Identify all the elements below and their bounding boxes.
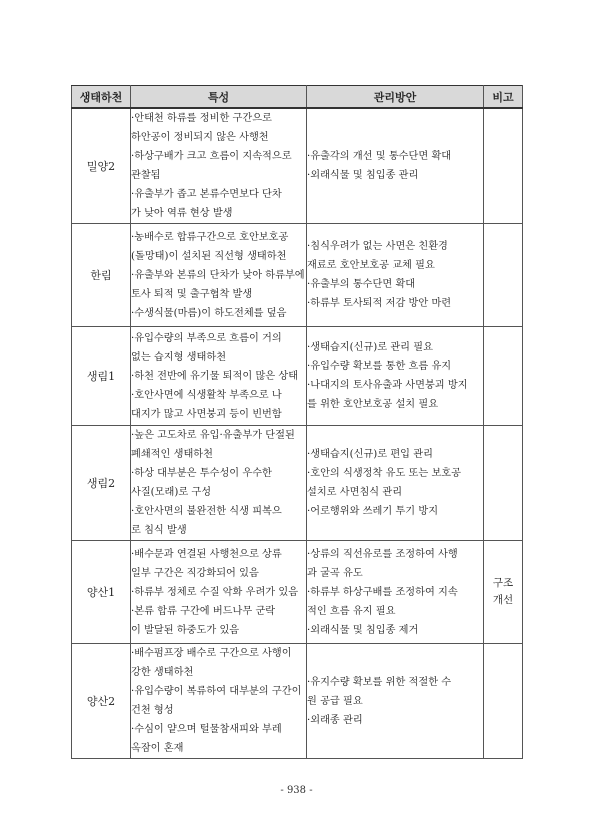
note-cell (484, 644, 523, 759)
characteristics-line: ·호안사면의 불완전한 식생 피복으 (131, 506, 282, 517)
management-table (71, 85, 523, 759)
characteristics-line: 강한 생태하천 (131, 667, 194, 678)
characteristics-line: 사질(모래)로 구성 (131, 487, 212, 498)
characteristics-line: 관찰됨 (131, 170, 161, 181)
note-cell (484, 224, 523, 327)
management-line: 원 공급 필요 (307, 695, 363, 707)
management-cell (307, 644, 484, 759)
characteristics-line: 건천 형성 (131, 705, 174, 716)
note-cell (484, 541, 523, 644)
management-line: ·유출부의 통수단면 확대 (307, 279, 416, 290)
management-line: ·생태습지(신규)로 관리 필요 (307, 342, 433, 353)
characteristics-line: 이 발달된 하중도가 있음 (131, 624, 240, 636)
header-management: 관리방안 (307, 86, 484, 109)
table-row (72, 327, 523, 426)
management-line: ·상류의 직선유로를 조정하여 사행 (307, 548, 458, 560)
characteristics-line: 옥잠이 혼재 (131, 743, 184, 754)
characteristics-line: 일부 구간은 직강화되어 있음 (131, 567, 259, 579)
management-line: 를 위한 호안보호공 설치 필요 (307, 399, 439, 410)
characteristics-line: ·호안사면에 식생활착 부족으로 나 (131, 389, 282, 401)
characteristics-line: 없는 습지형 생태하천 (131, 351, 227, 363)
characteristics-cell (131, 224, 307, 327)
management-cell (307, 426, 484, 541)
management-line: ·나대지의 토사유출과 사면붕괴 방지 (307, 380, 468, 391)
characteristics-line: 하안공이 정비되지 않은 사행천 (131, 132, 269, 143)
characteristics-line: ·높은 고도차로 유입·유출부가 단절된 (131, 430, 295, 441)
note-cell (484, 327, 523, 426)
management-line: 과 굴곡 유도 (307, 567, 363, 579)
stream-name-cell: 한림 (72, 224, 131, 327)
characteristics-line: ·안태천 하류를 정비한 구간으로 (131, 113, 272, 124)
characteristics-cell (131, 108, 307, 224)
table-row (72, 224, 523, 327)
characteristics-line: 폐쇄적인 생태하천 (131, 449, 213, 460)
characteristics-line: 대지가 많고 사면붕괴 등이 빈번함 (131, 408, 282, 420)
characteristics-line: ·유출부와 본류의 단차가 낮아 하류부에 (131, 269, 305, 281)
characteristics-line: 가 낮아 역류 현상 발생 (131, 208, 233, 219)
characteristics-line: ·하상 대부분은 투수성이 우수한 (131, 468, 272, 479)
management-line: ·외래식물 및 침입종 관리 (307, 170, 419, 181)
management-line: ·유지수량 확보를 위한 적절한 수 (307, 676, 452, 688)
table-row (72, 108, 523, 224)
characteristics-line: ·수심이 얕으며 털물참새피와 부레 (131, 724, 282, 735)
characteristics-line: ·하류부 정체로 수질 악화 우려가 있음 (131, 586, 299, 598)
characteristics-line: ·유출부가 좁고 본류수면보다 단차 (131, 189, 282, 200)
characteristics-line: ·유입수량이 복류하여 대부분의 구간이 (131, 686, 302, 697)
management-line: ·침식우려가 없는 사면은 친환경 (307, 241, 448, 252)
characteristics-cell (131, 644, 307, 759)
management-cell (307, 541, 484, 644)
page-number: - 938 - (280, 785, 313, 796)
table-row (72, 644, 523, 759)
characteristics-line: ·유입수량의 부족으로 흐름이 거의 (131, 332, 282, 344)
note-line: 구조 (492, 577, 514, 589)
management-line: 설치로 사면침식 관리 (307, 487, 403, 498)
management-line: ·하류부 토사퇴적 저감 방안 마련 (307, 298, 452, 309)
characteristics-cell (131, 541, 307, 644)
header-characteristics: 특성 (131, 86, 307, 109)
management-line: ·호안의 식생정착 유도 또는 보호공 (307, 468, 461, 479)
note-cell (484, 108, 523, 224)
management-cell (307, 224, 484, 327)
table-header-row (72, 86, 523, 109)
management-line: 재료로 호안보호공 교체 필요 (307, 260, 435, 271)
characteristics-line: ·배수펌프장 배수로 구간으로 사행이 (131, 648, 292, 659)
management-line: ·유출각의 개선 및 통수단면 확대 (307, 151, 452, 162)
stream-name-cell: 양산1 (72, 541, 131, 644)
characteristics-line: 토사 퇴적 및 출구협착 발생 (131, 288, 253, 300)
characteristics-line: ·수생식물(마름)이 하도전체를 덮음 (131, 307, 287, 319)
characteristics-line: ·농배수로 합류구간으로 호안보호공 (131, 231, 289, 243)
management-line: 적인 흐름 유지 필요 (307, 605, 396, 617)
characteristics-line: ·하천 전반에 유기물 퇴적이 많은 상태 (131, 370, 299, 382)
management-line: ·유입수량 확보를 통한 흐름 유지 (307, 361, 452, 372)
management-line: ·생태습지(신규)로 편입 관리 (307, 449, 433, 460)
characteristics-cell (131, 327, 307, 426)
management-cell (307, 108, 484, 224)
characteristics-line: ·하상구배가 크고 흐름이 지속적으로 (131, 151, 292, 162)
characteristics-cell (131, 426, 307, 541)
management-cell (307, 327, 484, 426)
management-line: ·하류부 하상구배를 조정하여 지속 (307, 586, 458, 598)
characteristics-line: 로 침식 발생 (131, 525, 187, 536)
note-line: 개선 (492, 594, 514, 606)
table-row (72, 426, 523, 541)
management-line: ·어로행위와 쓰레기 투기 방지 (307, 506, 439, 517)
note-cell (484, 426, 523, 541)
stream-name-cell: 양산2 (72, 644, 131, 759)
management-line: ·외래종 관리 (307, 714, 363, 726)
stream-name-cell: 생림1 (72, 327, 131, 426)
header-stream: 생태하천 (72, 86, 131, 109)
header-note: 비고 (484, 86, 523, 109)
management-line: ·외래식물 및 침입종 제거 (307, 624, 419, 636)
table-row (72, 541, 523, 644)
stream-name-cell: 생림2 (72, 426, 131, 541)
characteristics-line: ·본류 합류 구간에 버드나무 군락 (131, 605, 276, 617)
characteristics-line: (돌망태)이 설치된 직선형 생태하천 (131, 250, 287, 262)
characteristics-line: ·배수문과 연결된 사행천으로 상류 (131, 548, 282, 560)
stream-name-cell: 밀양2 (72, 108, 131, 224)
